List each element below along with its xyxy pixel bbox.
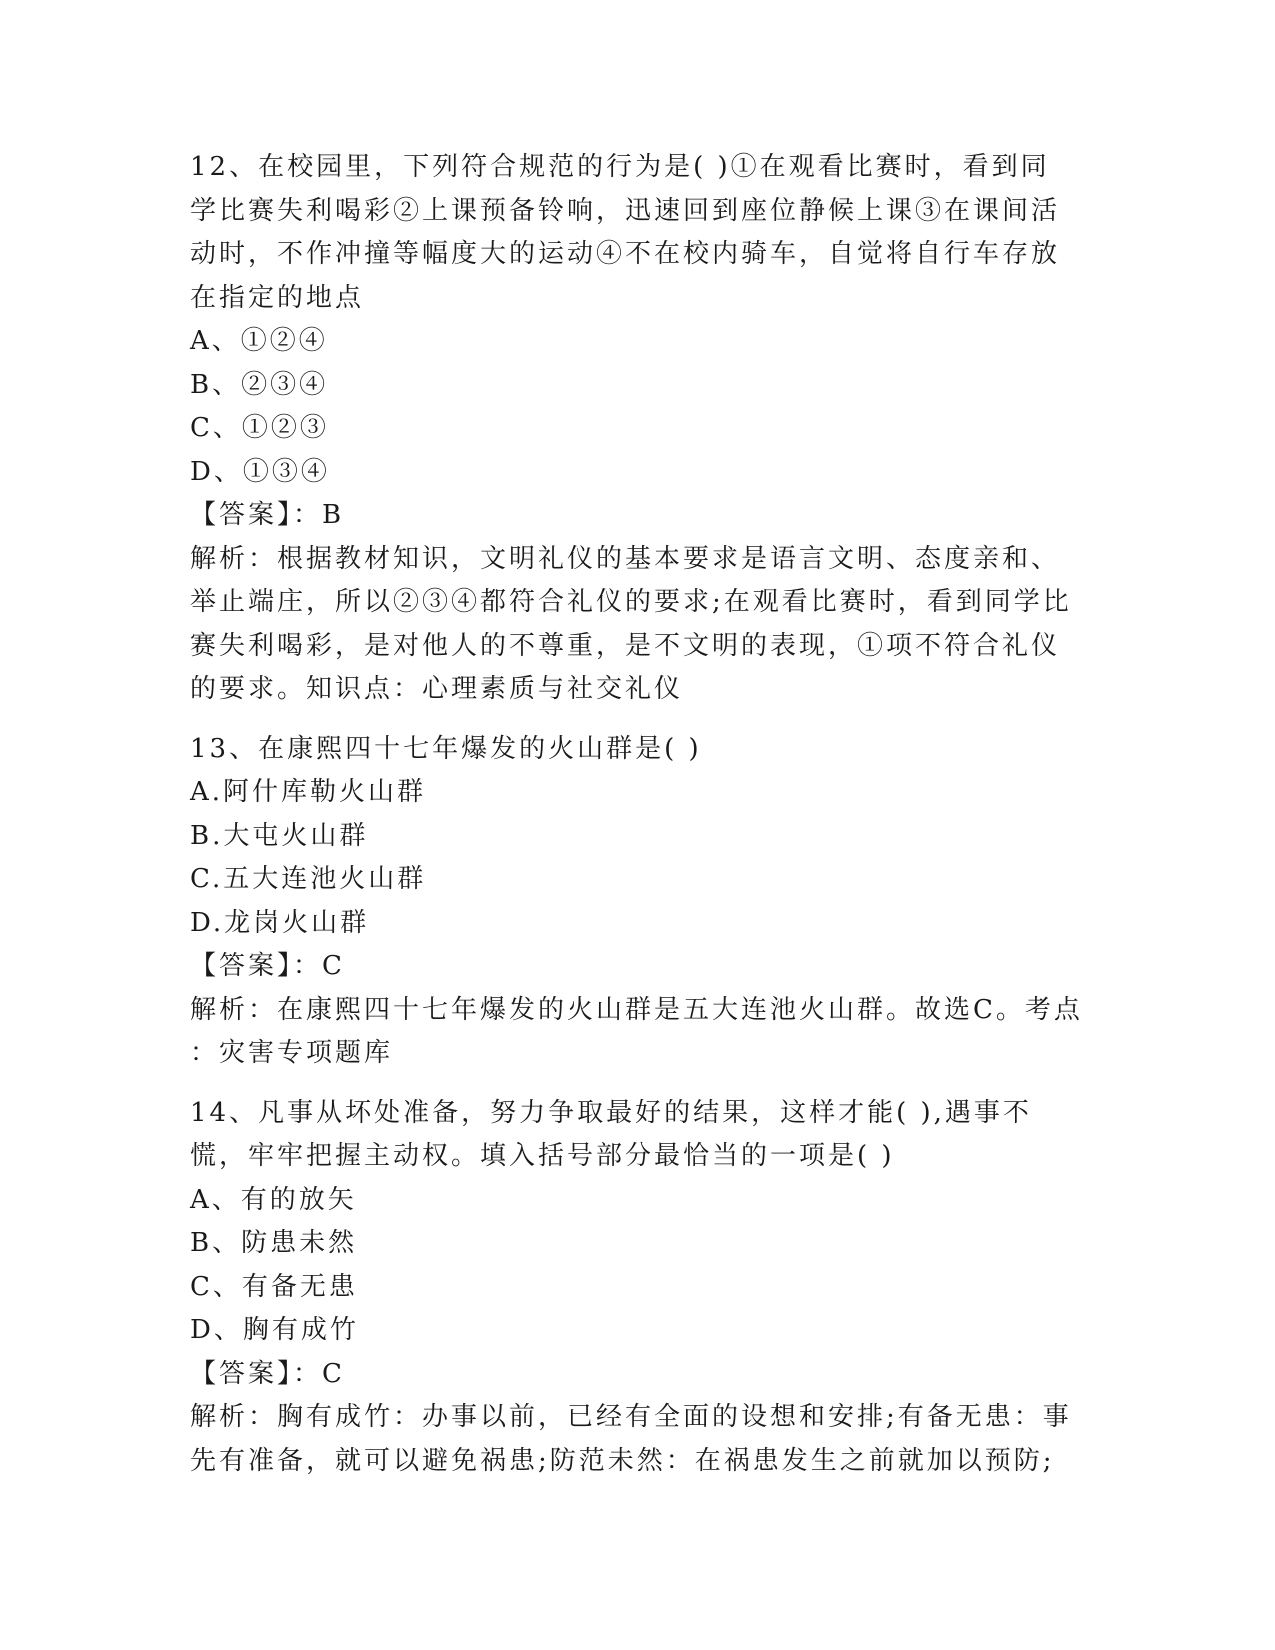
question-stem-line: 13、在康熙四十七年爆发的火山群是( ): [190, 733, 702, 764]
option-a: A、①②④: [190, 326, 328, 356]
option-c: C、①②③: [190, 413, 329, 443]
question-12: [190, 146, 1090, 712]
option-b: B、防患未然: [190, 1228, 358, 1258]
option-c: C、有备无患: [190, 1271, 358, 1302]
analysis: [190, 1396, 1090, 1483]
option-d: D、胸有成竹: [190, 1315, 359, 1345]
option-b: B.大屯火山群: [190, 820, 369, 851]
question-13: [190, 728, 1090, 1076]
answer-line: 【答案】：C: [190, 1358, 345, 1389]
question-stem-line: 慌，牢牢把握主动权。填入括号部分最恰当的一项是( ): [190, 1141, 895, 1171]
answer-line: 【答案】：B: [190, 500, 345, 530]
analysis-line: 的要求。知识点：心理素质与社交礼仪: [190, 674, 684, 704]
answer-line: 【答案】：C: [190, 951, 345, 981]
option-d: D、①③④: [190, 456, 330, 487]
analysis: [190, 538, 1090, 712]
question-stem-line: 在指定的地点: [190, 282, 365, 313]
analysis-line: 先有准备，就可以避免祸患;防范未然：在祸患发生之前就加以预防;: [190, 1445, 1055, 1476]
option-d: D.龙岗火山群: [190, 907, 370, 938]
option-a: A.阿什库勒火山群: [190, 777, 427, 807]
analysis-line: 解析：根据教材知识，文明礼仪的基本要求是语言文明、态度亲和、: [190, 543, 1061, 574]
analysis-line: ：灾害专项题库: [190, 1038, 394, 1068]
question-stem-line: 动时，不作冲撞等幅度大的运动④不在校内骑车，自觉将自行车存放: [190, 239, 1061, 269]
analysis-line: 赛失利喝彩，是对他人的不尊重，是不文明的表现，①项不符合礼仪: [190, 630, 1061, 661]
option-c: C.五大连池火山群: [190, 864, 427, 894]
analysis-line: 解析：胸有成竹：办事以前，已经有全面的设想和安排;有备无患：事: [190, 1402, 1072, 1432]
question-stem-line: 14、凡事从坏处准备，努力争取最好的结果，这样才能( ),遇事不: [190, 1097, 1032, 1128]
question-stem-line: 学比赛失利喝彩②上课预备铃响，迅速回到座位静候上课③在课间活: [190, 195, 1061, 226]
question-stem-line: 12、在校园里，下列符合规范的行为是( )①在观看比赛时，看到同: [190, 152, 1050, 182]
analysis-line: 解析：在康熙四十七年爆发的火山群是五大连池火山群。故选C。考点: [190, 994, 1083, 1025]
option-b: B、②③④: [190, 369, 329, 400]
document-page: [190, 146, 1090, 1483]
analysis-line: 举止端庄，所以②③④都符合礼仪的要求;在观看比赛时，看到同学比: [190, 587, 1072, 617]
question-14: [190, 1092, 1090, 1484]
option-a: A、有的放矢: [190, 1184, 357, 1215]
analysis: [190, 989, 1090, 1076]
